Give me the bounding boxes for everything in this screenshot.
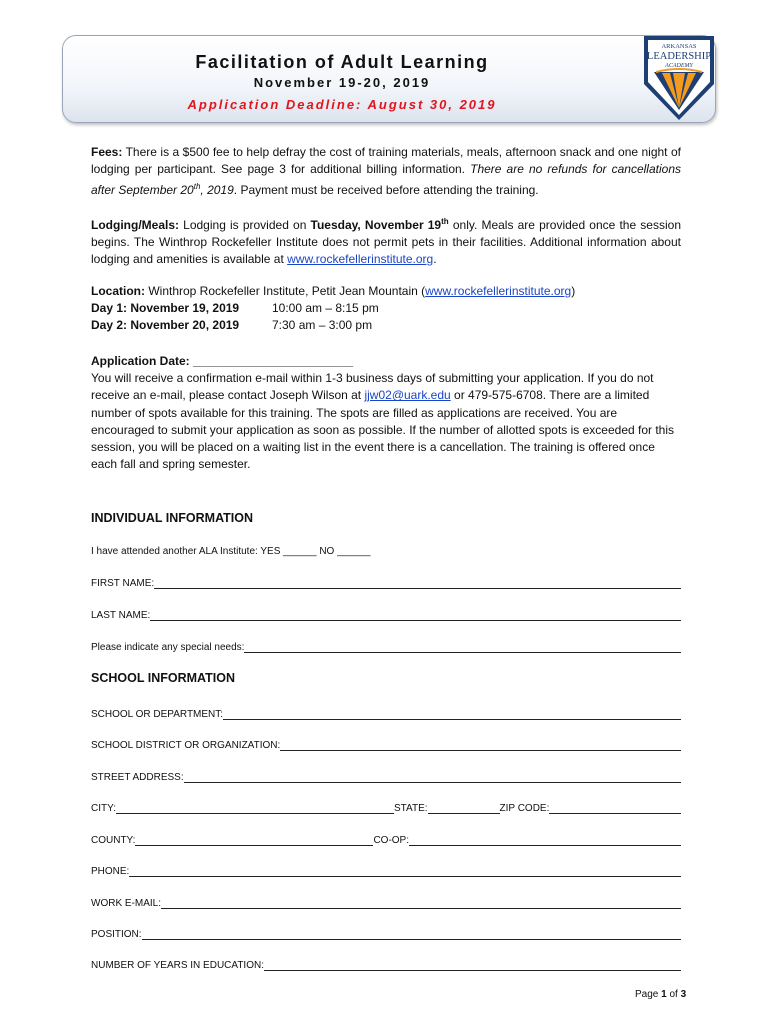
arkansas-leadership-academy-logo [640, 26, 718, 122]
page-total: 3 [680, 989, 687, 1000]
lodging-date-sup: th [441, 217, 449, 226]
application-deadline: Application Deadline: August 30, 2019 [187, 97, 497, 112]
attended-question[interactable]: I have attended another ALA Institute: YES ______ NO ______ [91, 546, 371, 557]
lodging-paragraph [91, 213, 681, 269]
event-dates: November 19-20, 2019 [253, 75, 431, 90]
logo-bottom-text: ACADEMY [665, 63, 693, 69]
day-2-label: Day 2: November 20, 2019 [91, 318, 240, 332]
contact-email-link[interactable]: jjw02@uark.edu [364, 388, 451, 403]
day-2-time: 7:30 am – 3:00 pm [272, 318, 373, 332]
state-label: STATE: [394, 803, 428, 814]
district-field[interactable] [91, 738, 681, 751]
individual-info-title: INDIVIDUAL INFORMATION [91, 511, 254, 525]
street-address-line[interactable] [184, 772, 681, 783]
work-email-field[interactable] [91, 896, 681, 909]
coop-label: CO-OP: [373, 835, 410, 846]
logo-top-text: ARKANSAS [661, 43, 697, 50]
school-info-title: SCHOOL INFORMATION [91, 671, 235, 685]
application-text-2: or 479-575-6708. There are a limited number of spots available for this training. The spots are filled as applications are received. You are encouraged to submit your application as soon as possible. If the number of allotted spots is exceeded for this session, you will be placed on a waiting list in the event there is a cancellation. The training is offered once each fall and spring semester. [91, 388, 675, 472]
location-text: Winthrop Rockefeller Institute, Petit Jean Mountain ( [145, 284, 426, 298]
day-1-time: 10:00 am – 8:15 pm [272, 301, 379, 315]
day-1-label: Day 1: November 19, 2019 [91, 301, 240, 315]
lodging-text-3: . [433, 252, 437, 267]
state-line[interactable] [428, 803, 500, 814]
first-name-field[interactable] [91, 576, 681, 589]
last-name-label: LAST NAME: [91, 610, 151, 621]
phone-label: PHONE: [91, 866, 130, 877]
fees-label: Fees: [91, 145, 123, 159]
years-education-line[interactable] [264, 960, 681, 971]
work-email-line[interactable] [161, 898, 681, 909]
refund-policy: There are no refunds for cancellations after September 20 [91, 162, 681, 198]
years-education-field[interactable] [91, 958, 681, 971]
last-name-field[interactable] [91, 608, 681, 621]
city-state-zip-row[interactable] [91, 801, 681, 814]
last-name-line[interactable] [150, 610, 681, 621]
application-date-label[interactable]: Application Date: ________________________ [91, 354, 354, 368]
special-needs-field[interactable] [91, 640, 681, 653]
years-education-label: NUMBER OF YEARS IN EDUCATION: [91, 960, 264, 971]
page-number [635, 989, 686, 1000]
page-word: Page [635, 989, 662, 1000]
page-current: 1 [661, 989, 667, 1000]
street-address-field[interactable] [91, 770, 681, 783]
city-label: CITY: [91, 803, 117, 814]
fees-text-end: . Payment must be received before attending the training. [233, 183, 539, 198]
school-dept-line[interactable] [223, 709, 681, 720]
county-label: COUNTY: [91, 835, 136, 846]
rockefeller-link[interactable]: www.rockefellerinstitute.org [287, 252, 434, 267]
location-text-end: ) [571, 284, 576, 298]
county-line[interactable] [135, 835, 373, 846]
application-text-1: You will receive a confirmation e-mail within 1-3 business days of submitting your application. If you do not receive an e-mail, please contact Joseph Wilson at [91, 371, 654, 403]
phone-field[interactable] [91, 864, 681, 877]
page-title: Facilitation of Adult Learning [195, 52, 489, 72]
refund-sup: th [193, 182, 201, 192]
special-needs-line[interactable] [244, 642, 681, 653]
schedule-day-1 [91, 301, 379, 315]
lodging-text-1: Lodging is provided on [179, 218, 311, 232]
first-name-line[interactable] [154, 578, 681, 589]
street-address-label: STREET ADDRESS: [91, 772, 184, 783]
position-label: POSITION: [91, 929, 142, 940]
position-line[interactable] [142, 929, 681, 940]
phone-line[interactable] [129, 866, 681, 877]
refund-year: , 2019 [200, 183, 234, 198]
of-word: of [666, 989, 681, 1000]
zip-line[interactable] [549, 803, 681, 814]
district-label: SCHOOL DISTRICT OR ORGANIZATION: [91, 740, 281, 751]
lodging-date: Tuesday, November 19 [310, 218, 442, 232]
zip-label: ZIP CODE: [499, 803, 550, 814]
lodging-label: Lodging/Meals: [91, 218, 179, 232]
coop-line[interactable] [409, 835, 681, 846]
county-coop-row[interactable] [91, 833, 681, 846]
school-dept-field[interactable] [91, 707, 681, 720]
special-needs-label: Please indicate any special needs: [91, 642, 245, 653]
logo-main-text: LEADERSHIP [646, 51, 712, 62]
application-paragraph [91, 353, 681, 473]
schedule-day-2 [91, 318, 372, 332]
district-line[interactable] [280, 740, 681, 751]
location-label: Location: [91, 284, 145, 298]
school-dept-label: SCHOOL OR DEPARTMENT: [91, 709, 224, 720]
first-name-label: FIRST NAME: [91, 578, 155, 589]
location-line [91, 283, 681, 300]
fees-text: There is a $500 fee to help defray the cost of training materials, meals, afternoon snack and one night of lodging per participant. See page 3 for additional billing information. [91, 145, 681, 177]
position-field[interactable] [91, 927, 681, 940]
city-line[interactable] [116, 803, 394, 814]
lodging-text-2: only. Meals are provided once the session begins. The Winthrop Rockefeller Institute does not permit pets in their facilities. Additional information about lodging and amenities is available at [91, 218, 681, 267]
location-link[interactable]: www.rockefellerinstitute.org [425, 284, 572, 298]
work-email-label: WORK E-MAIL: [91, 898, 162, 909]
fees-paragraph [91, 144, 681, 200]
